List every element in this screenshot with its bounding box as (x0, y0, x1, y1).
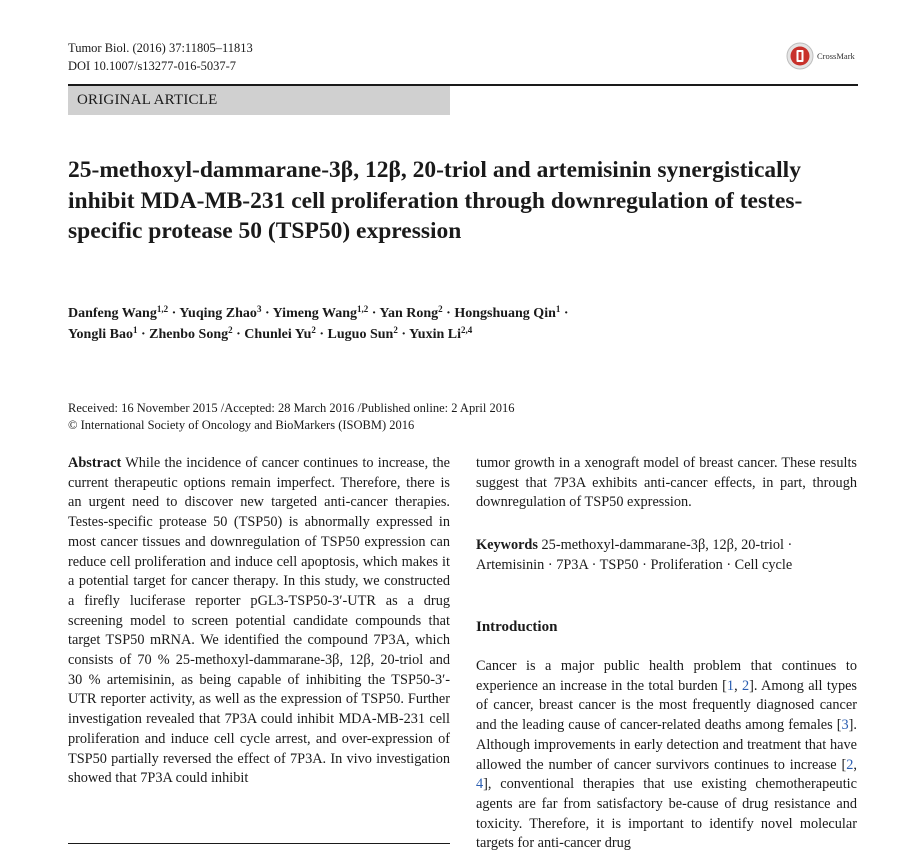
copyright-line: © International Society of Oncology and BioMarkers (ISOBM) 2016 (68, 417, 415, 432)
reference-link[interactable]: 2 (741, 677, 750, 694)
publication-dates (68, 400, 514, 433)
author-name[interactable]: Zhenbo Song (149, 327, 229, 342)
article-title: 25-methoxyl-dammarane-3β, 12β, 20-triol and artemisinin synergistically inhibit MDA-MB-231 cell proliferation through downregulation of testes-specific protease 50 (TSP50) expression (68, 157, 803, 244)
doi[interactable]: DOI 10.1007/s13277-016-5037-7 (68, 59, 237, 73)
keywords (476, 536, 857, 575)
author-name[interactable]: Yuxin Li (408, 327, 461, 342)
intro-text-segment: , (734, 677, 742, 694)
author-name[interactable]: Chunlei Yu (244, 327, 312, 342)
author-affiliation: 2 (228, 325, 233, 335)
keywords-text: 25-methoxyl-dammarane-3β, 12β, 20-triol · Artemisinin · 7P3A · TSP50 · Proliferation · Cell cycle (476, 537, 793, 573)
intro-text-segment: ], conventional therapies that use existing chemotherapeutic agents are far from satisfactory be-cause of drug resistance and toxicity. Therefore, it is important to identify novel molecular targets for anti-cancer drug (476, 776, 857, 852)
author-affiliation: 2 (393, 325, 398, 335)
author-affiliation: 1 (555, 304, 561, 314)
intro-text-segment: Cancer is a major public health problem that continues to experience an increase in the total burden [ (476, 658, 857, 694)
article-type-banner: ORIGINAL ARTICLE (68, 86, 450, 115)
author-name[interactable]: Yimeng Wang (272, 306, 357, 321)
journal-info (68, 39, 253, 75)
author-name[interactable]: Hongshuang Qin (454, 306, 556, 321)
author-list: Danfeng Wang$^{1,2}$ · Yuqing Zhao$^3$ · Yimeng Wang$^{1,2}$ · Yan Rong$^2$ · Hongshuang Qin$^1$ · Yongli Bao$^1$ · Zhenbo Song$^2$ · Chunlei $Yu^2$ · Luguo Sun$^2$ · Yuxin Li$^{2,4}$ (68, 304, 569, 342)
right-column (476, 454, 857, 852)
keywords-label: Keywords (476, 537, 538, 553)
author-name[interactable]: Yan Rong (379, 306, 439, 321)
author-name[interactable]: Yongli Bao (68, 327, 133, 342)
abstract-continued: tumor growth in a xenograft model of breast cancer. These results suggest that 7P3A exhibits anti-cancer effects, in part, through downregulation of TSP50 expression. (476, 455, 857, 511)
author-name[interactable]: Danfeng Wang (68, 306, 157, 321)
footnote-divider (68, 843, 450, 844)
reference-link[interactable]: 4 (476, 776, 484, 793)
crossmark-icon (786, 42, 814, 70)
author-affiliation: 2 (438, 304, 443, 314)
crossmark-label: CrossMark (817, 51, 855, 61)
author-affiliation: 3 (256, 304, 262, 314)
date-history: Received: 16 November 2015 /Accepted: 28 March 2016 /Published online: 2 April 2016 (68, 401, 515, 415)
abstract (68, 454, 450, 789)
intro-text-segment: ]. Among all types of cancer, breast cancer is the most frequently diagnosed cancer and the leading cause of cancer-related deaths among females [ (476, 677, 857, 734)
intro-text-segment: , (853, 756, 857, 773)
author-name[interactable]: Luguo Sun (327, 327, 394, 342)
intro-text-segment: ]. Although improvements in early detection and treatment that have allowed the number of cancer survivors continues to increase [ (476, 717, 857, 773)
reference-link[interactable]: 2 (846, 756, 854, 773)
reference-link[interactable]: 3 (841, 717, 849, 734)
abstract-text: While the incidence of cancer continues to increase, the current therapeutic options remain imperfect. Therefore, there is an urgent need to discover new targeted anti-cancer therapies. Testes-specific protease 50 (TSP50) is abnormally expressed in most cancer tissues and downregulation of TSP50 expression can reduce cell proliferation and induce cell apoptosis, which makes it a potential target for cancer therapy. In this study, we constructed a firefly luciferase reporter pGL3-TSP50-3′-UTR as a drug screening model to screen potential candidate compounds that target TSP50 mRNA. We identified the compound 7P3A, which consists of 70 % 25-methoxyl-dammarane-3β, 12β, 20-triol and 30 % artemisinin, as being capable of inhibiting the TSP50-3′-UTR reporter activity, as well as the expression of TSP50. Further investigation revealed that 7P3A could inhibit MDA-MB-231 cell proliferation and induce cell cycle arrest, and over-expression of TSP50 partially reversed the effect of 7P3A. In vivo investigation showed that 7P3A could inhibit (68, 455, 450, 787)
author-affiliation: 2,4 (460, 325, 473, 335)
author-affiliation: 1,2 (156, 304, 169, 314)
author-name[interactable]: Yuqing Zhao (179, 306, 257, 321)
introduction-text (476, 657, 857, 854)
author-affiliation: 2 (311, 325, 316, 335)
author-affiliation: 1 (132, 325, 138, 335)
crossmark-badge[interactable] (786, 42, 855, 70)
reference-link[interactable]: 1 (726, 677, 735, 694)
introduction-heading: Introduction (476, 619, 558, 635)
journal-citation: Tumor Biol. (2016) 37:11805–11813 (68, 41, 253, 55)
author-affiliation: 1,2 (357, 304, 369, 314)
abstract-label: Abstract (68, 455, 122, 471)
